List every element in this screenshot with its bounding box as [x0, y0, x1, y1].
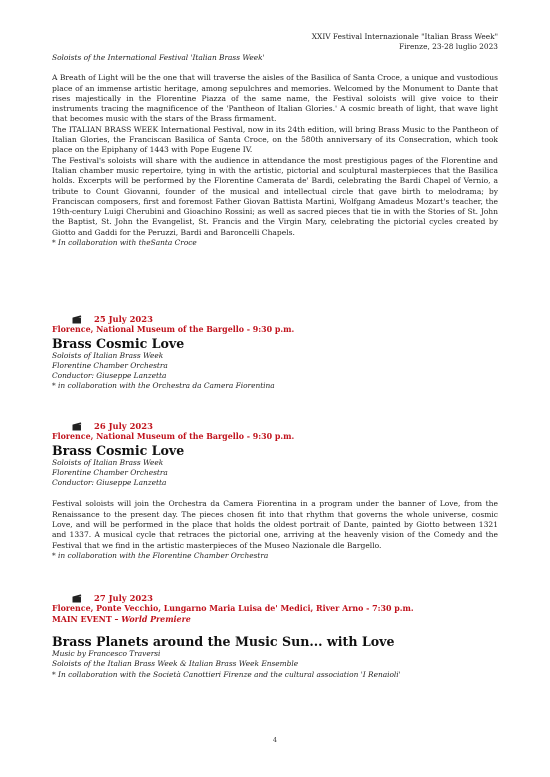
clapperboard-icon: [72, 594, 84, 604]
event-conductor: Conductor: Giuseppe Lanzetta: [52, 478, 167, 488]
event-date: 26 July 2023: [94, 421, 153, 431]
event-note: * in collaboration with the Florentine Chamber Orchestra: [52, 550, 269, 560]
header-festival-dates: Firenze, 23-28 luglio 2023: [399, 42, 498, 51]
main-event-label: [52, 615, 498, 626]
intro-section: [52, 53, 498, 248]
header-festival-title: XXIV Festival Internazionale "Italian Brass Week": [311, 32, 498, 41]
event-date-row: [52, 314, 498, 325]
event-description: Festival soloists will join the Orchestra da Camera Fiorentina in a program under the banner of Love, from the Renaissance to the present day. The pieces chosen fit into that rhythm that governs the whole universe, cosmic Love, and will be performed in the place that holds the oldest portrait of Dante, painted by Giotto between 1321 and 1337. A musical cycle that retraces the pictorial one, arriving at the heavenly vision of the Comedy and the Festival that we find in the artistic masterpieces of the Museo Nazionale dle Bargello.: [52, 499, 498, 550]
event-composer: Music by Francesco Traversi: [52, 649, 161, 658]
intro-paragraph-2: The ITALIAN BRASS WEEK International Festival, now in its 24th edition, will bring Brass Music to the Pantheon of Italian Glories, the Franciscan Basilica of Santa Croce, on the 580th anniversary of its Consecration, which took place on the Epiphany of 1443 with Pope Eugene IV.: [52, 124, 498, 155]
event-title: Brass Planets around the Music Sun... with Love: [52, 634, 395, 649]
event-title: Brass Cosmic Love: [52, 442, 185, 458]
event-date: 27 July 2023: [94, 593, 153, 603]
intro-paragraph-1: A Breath of Light will be the one that will traverse the aisles of the Basilica of Santa Croce, a unique and vustodious place of an immense artistic heritage, among sepulchres and memories. Welcomed by the Monument to Dante that rises majestically in the Florentine Piazza of the same name, the Festival soloists will give voice to their instruments tracing the magnificence of the 'Pantheon of Italian Glories.' A cosmic breath of light, that wave light that becomes music with the stars of the Brass firmament.: [52, 73, 498, 124]
event-note: * in collaboration with the Orchestra da Camera Fiorentina: [52, 381, 275, 391]
event-performers: Soloists of Italian Brass Week: [52, 457, 164, 467]
event-orchestra: Florentine Chamber Orchestra: [52, 360, 168, 370]
intro-paragraph-3: The Festival's soloists will share with the audience in attendance the most prestigious pages of the Florentine and Italian chamber music repertoire, tying in with the artistic, pictorial and sculptural masterpieces that the Basilica holds. Excerpts will be performed by the Florentine Camerata de' Bardi, celebrating the Bardi Chapel of Vernio, a tribute to Count Giovanni, founder of the musical and intellectual circle that gave birth to melodrama; by Franciscan composers, first and foremost Father Giovan Battista Martini, Wolfgang Amadeus Mozart's teacher, the 19th-century Luigi Cherubini and Gioachino Rossini; as well as sacred pieces that tie in with the Stories of St. John the Baptist, St. John the Evangelist, St. Francis and the Virgin Mary, celebrating the pictorial cycles created by Giotto and Gaddi for the Peruzzi, Bardi and Baroncelli Chapels.: [52, 155, 498, 237]
intro-subtitle: Soloists of the International Festival 'Italian Brass Week': [52, 53, 265, 62]
event-performers: Soloists of the Italian Brass Week & Italian Brass Week Ensemble: [52, 659, 299, 669]
event-date-row: [52, 593, 498, 604]
event-26-july: [52, 421, 498, 561]
event-conductor: Conductor: Giuseppe Lanzetta: [52, 371, 167, 381]
event-25-july: [52, 314, 498, 392]
intro-note: * In collaboration with theSanta Croce: [52, 238, 197, 248]
event-note: * In collaboration with the Società Canottieri Firenze and the cultural association 'I Renaioli': [52, 669, 401, 679]
event-venue: Florence, National Museum of the Bargello - 9:30 p.m.: [52, 325, 295, 334]
event-venue: Florence, Ponte Vecchio, Lungarno Maria Luisa de' Medici, River Arno - 7:30 p.m.: [52, 604, 414, 613]
event-date-row: [52, 421, 498, 432]
event-performers: Soloists of Italian Brass Week: [52, 350, 164, 360]
page-number: 4: [272, 736, 278, 744]
event-27-july: [52, 593, 498, 680]
clapperboard-icon: [72, 315, 84, 325]
clapperboard-icon: [72, 422, 84, 432]
event-date: 25 July 2023: [94, 314, 153, 324]
main-event-text: MAIN EVENT –: [52, 614, 119, 624]
event-venue: Florence, National Museum of the Bargello - 9:30 p.m.: [52, 432, 295, 441]
event-orchestra: Florentine Chamber Orchestra: [52, 467, 168, 477]
page-header: [312, 32, 498, 52]
event-title: Brass Cosmic Love: [52, 335, 185, 351]
world-premiere-text: World Premiere: [121, 614, 191, 624]
